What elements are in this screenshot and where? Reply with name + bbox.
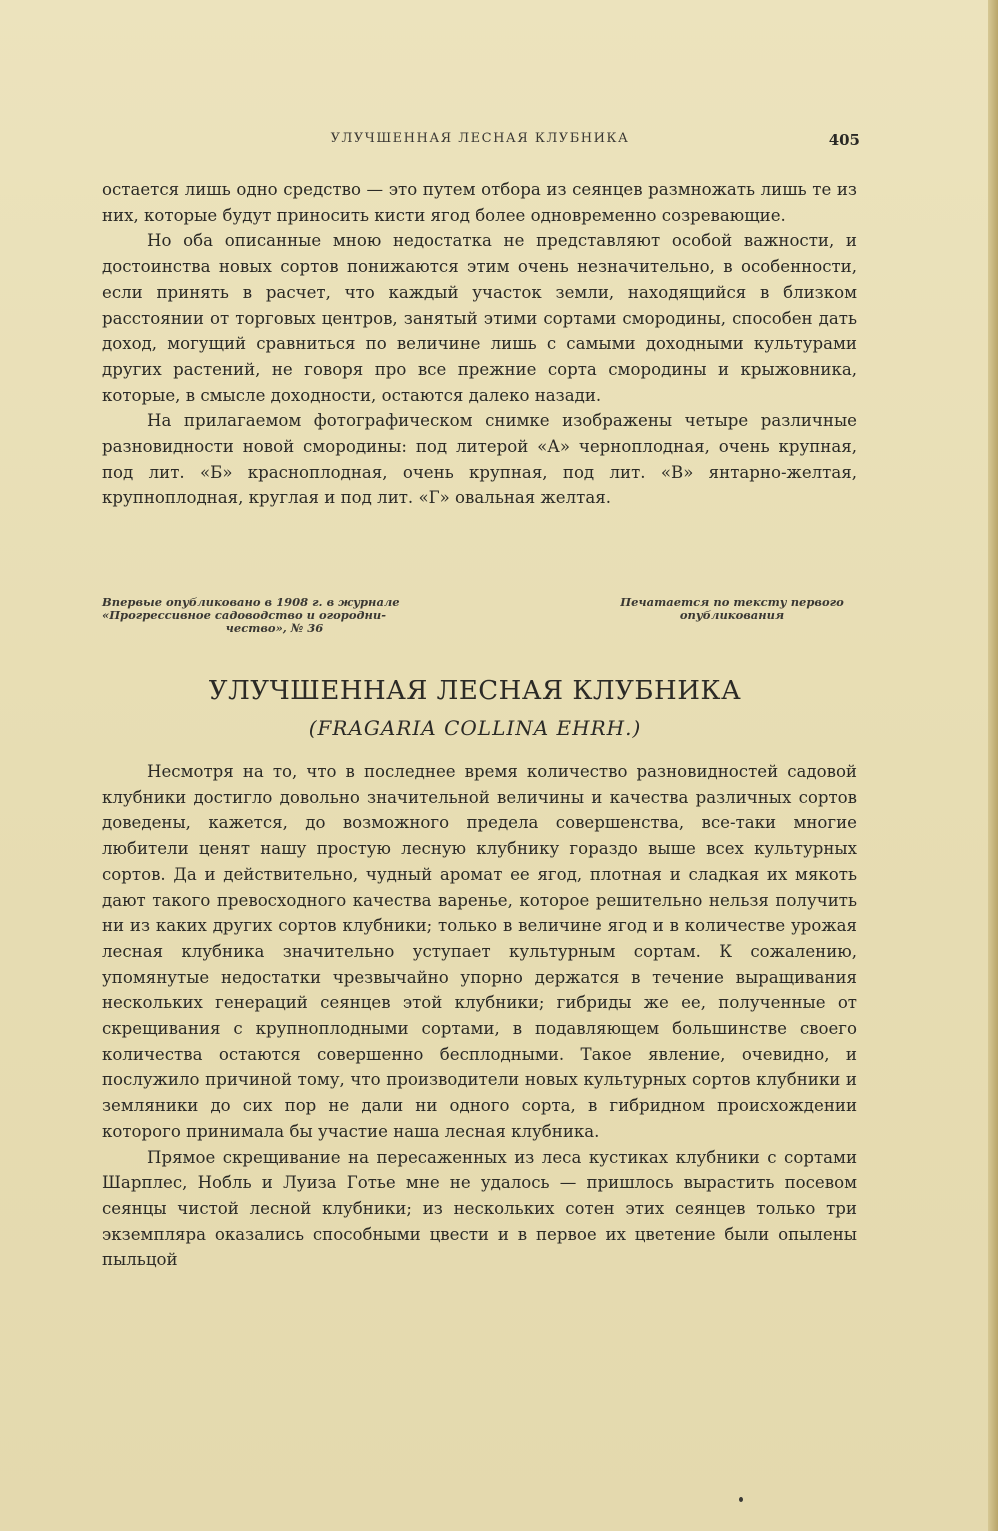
article-title: УЛУЧШЕННАЯ ЛЕСНАЯ КЛУБНИКА	[208, 676, 742, 706]
paragraph: остается лишь одно средство — это путем отбора из сеянцев размножать лишь те из них, которые будут приносить кисти ягод более одновременно созревающие.	[102, 180, 857, 225]
print-speck	[739, 1497, 743, 1502]
note-line: чество», № 36	[225, 621, 324, 635]
note-line: Впервые опубликовано в 1908 г. в журнале «Прогрессивное садоводство и огородни-	[102, 595, 400, 622]
article-body	[102, 759, 857, 1273]
running-head	[100, 131, 860, 155]
source-note: Печатается по тексту первого опубликования	[620, 595, 844, 622]
first-publication-note	[102, 596, 447, 635]
running-head-title: УЛУЧШЕННАЯ ЛЕСНАЯ КЛУБНИКА	[330, 131, 630, 146]
previous-article-ending	[102, 177, 857, 511]
paragraph: Но оба описанные мною недостатка не представляют особой важности, и достоинства новых сортов понижаются этим очень незначительно, в особенности, если принять в расчет, что каждый участок земли, находящийся в близком расстоянии от торговых центров, занятый этими сортами смородины, способен дать доход, могущий сравниться по величине лишь с самыми доходными культурами других растений, не говоря про все прежние сорта смородины и крыжовника, которые, в смысле доходности, остаются далеко назади.	[102, 231, 857, 405]
paragraph: Несмотря на то, что в последнее время количество разновидностей садовой клубники достигло довольно значительной величины и качества различных сортов доведены, кажется, до возможного предела совершенства, все-таки многие любители ценят нашу простую лесную клубнику гораздо выше всех культурных сортов. Да и действительно, чудный аромат ее ягод, плотная и сладкая их мякоть дают такого превосходного качества варенье, которое решительно нельзя получить ни из каких других сортов клубники; только в величине ягод и в количестве урожая лесная клубника значительно уступает культурным сортам. К сожалению, упомянутые недостатки чрезвычайно упорно держатся в течение выращивания нескольких генераций сеянцев этой клубники; гибриды же ее, полученные от скрещивания с крупноплодными сортами, в подавляющем большинстве своего количества остаются совершенно бесплодными. Такое явление, очевидно, и послужило причиной тому, что производители новых культурных сортов клубники и земляники до сих пор не дали ни одного сорта, в гибридном происхождении которого принимала бы участие наша лесная клубника.	[102, 762, 857, 1141]
paragraph: Прямое скрещивание на пересаженных из леса кустиках клубники с сортами Шарплес, Нобль и Луиза Готье мне не удалось — пришлось вырастить посевом сеянцы чистой лесной клубники; из нескольких сотен этих сеянцев только три экземпляра оказались способными цвести и в первое их цветение были опылены пыльцой	[102, 1147, 857, 1270]
article-subtitle: (FRAGARIA COLLINA EHRH.)	[308, 716, 642, 740]
page-number: 405	[828, 131, 860, 149]
page-edge	[988, 0, 998, 1531]
publication-notes	[102, 596, 867, 656]
paragraph: На прилагаемом фотографическом снимке изображены четыре различные разновидности новой смородины: под литерой «А» черноплодная, очень крупная, под лит. «Б» красноплодная, очень крупная, под лит. «В» янтарно-желтая, крупноплодная, круглая и под лит. «Г» овальная желтая.	[102, 411, 857, 508]
